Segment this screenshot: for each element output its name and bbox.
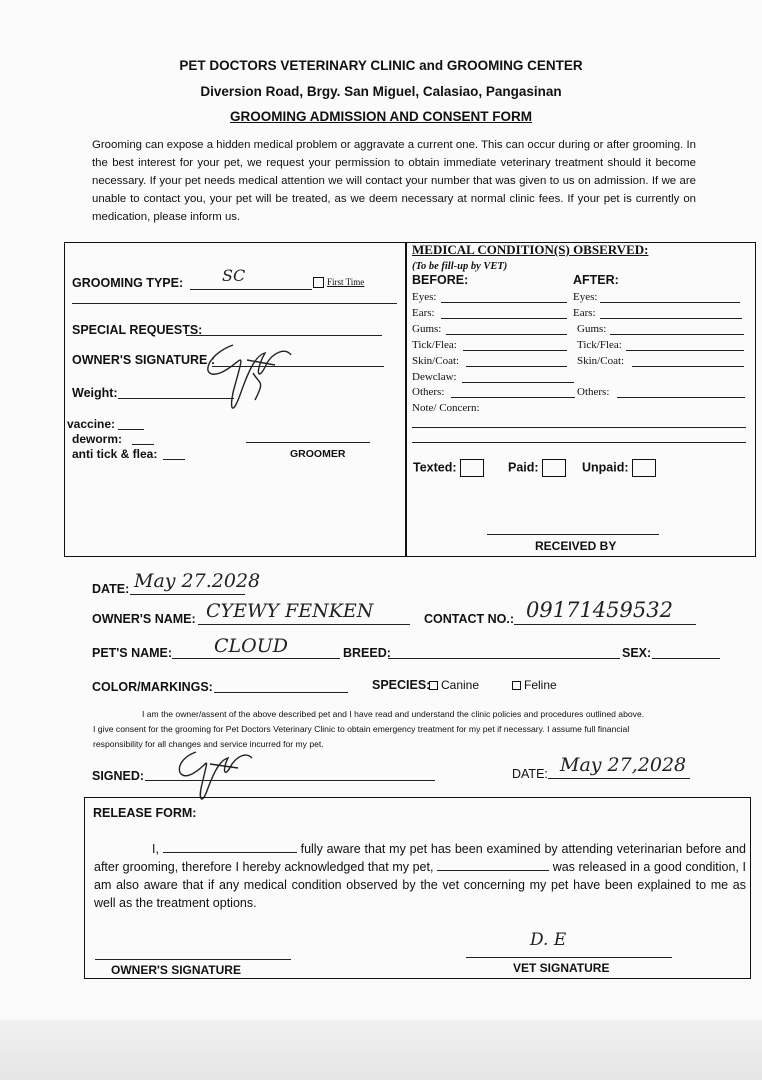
column-divider — [405, 242, 407, 557]
after-tick-label: Tick/Flea: — [577, 339, 622, 351]
sex-label: SEX: — [622, 646, 652, 660]
groomer-label: GROOMER — [290, 448, 346, 460]
deworm-field[interactable] — [132, 444, 154, 445]
texted-option[interactable] — [413, 459, 484, 477]
before-tick-label: Tick/Flea: — [412, 339, 457, 351]
before-dewclaw-label: Dewclaw: — [412, 371, 457, 383]
paid-option[interactable] — [508, 459, 566, 477]
grooming-type-field[interactable] — [190, 289, 312, 290]
owner-signature-label: OWNER'S SIGNATURE : — [72, 353, 216, 367]
date-field[interactable] — [130, 594, 245, 595]
before-eyes-label: Eyes: — [412, 291, 437, 303]
after-eyes-label: Eyes: — [573, 291, 598, 303]
vaccine-label: vaccine: — [67, 417, 116, 431]
release-i-label: I, — [152, 842, 159, 856]
release-text-b: was released in a good condition, I am also aware that if any medical condition observed by the vet concerning my pet have been explained to me as well as the treatment options. — [94, 860, 746, 910]
first-time-checkbox[interactable] — [313, 277, 324, 288]
weight-label: Weight: — [72, 386, 118, 400]
paid-label: Paid: — [508, 460, 539, 475]
groomer-signature-line[interactable] — [246, 442, 370, 443]
contact-field[interactable] — [514, 624, 696, 625]
consent-line-2: I give consent for the grooming for Pet Doctors Veterinary Clinic to obtain emergency treatment for my pet if necessary. I assume full financial — [93, 724, 630, 734]
before-label: BEFORE: — [412, 273, 469, 287]
note-line-2[interactable] — [412, 442, 746, 443]
color-markings-field[interactable] — [214, 692, 348, 693]
before-gums-field[interactable] — [446, 334, 567, 335]
after-label: AFTER: — [573, 273, 619, 287]
unpaid-label: Unpaid: — [582, 460, 629, 475]
anti-tick-label: anti tick & flea: — [72, 447, 158, 461]
before-gums-label: Gums: — [412, 323, 442, 335]
after-ears-field[interactable] — [600, 318, 742, 319]
after-tick-field[interactable] — [626, 350, 744, 351]
owner-name-value: CYEWY FENKEN — [206, 600, 374, 622]
pet-name-field[interactable] — [172, 658, 340, 659]
before-skin-label: Skin/Coat: — [412, 355, 460, 367]
unpaid-option[interactable] — [582, 459, 656, 477]
texted-label: Texted: — [413, 460, 457, 475]
before-tick-field[interactable] — [463, 350, 567, 351]
consent-line-1: I am the owner/assent of the above described pet and I have read and understand the clinic policies and procedures outlined above. — [142, 709, 645, 719]
signed-label: SIGNED: — [92, 769, 145, 783]
medical-title: MEDICAL CONDITION(S) OBSERVED: — [412, 242, 649, 257]
first-time-option[interactable] — [313, 277, 364, 288]
after-others-label: Others: — [577, 386, 610, 398]
texted-checkbox[interactable] — [460, 459, 484, 477]
vaccine-field[interactable] — [118, 429, 144, 430]
consent-date-field[interactable] — [548, 778, 690, 779]
date-value: May 27.2028 — [134, 570, 261, 592]
feline-label: Feline — [524, 678, 557, 692]
vet-initials: D. E — [530, 930, 567, 950]
before-ears-label: Ears: — [412, 307, 435, 319]
received-by-label: RECEIVED BY — [535, 539, 617, 553]
anti-tick-field[interactable] — [163, 459, 185, 460]
after-skin-field[interactable] — [632, 366, 744, 367]
release-pet-name-field[interactable] — [437, 858, 549, 871]
release-paragraph — [94, 840, 746, 912]
before-eyes-field[interactable] — [441, 302, 567, 303]
consent-line-3: responsibility for all changes and service incurred for my pet. — [93, 739, 324, 749]
after-skin-label: Skin/Coat: — [577, 355, 625, 367]
intro-paragraph: Grooming can expose a hidden medical problem or aggravate a current one. This can occur during or after grooming. In the best interest for your pet, we request your permission to obtain immediate veterinary treatment should it become necessary. If your pet needs medical attention we will contact your number that was given to us on admission. If we are unable to contact you, your pet will be treated, as we deem necessary at normal clinic fees. If your pet is currently on medication, please inform us. — [92, 139, 696, 223]
feline-checkbox[interactable] — [512, 681, 521, 690]
release-title: RELEASE FORM: — [93, 806, 197, 820]
clinic-name: PET DOCTORS VETERINARY CLINIC and GROOMING CENTER — [179, 58, 583, 73]
canine-checkbox[interactable] — [429, 681, 438, 690]
first-time-label: First Time — [327, 277, 365, 287]
vet-signature-label: VET SIGNATURE — [513, 961, 610, 975]
sex-field[interactable] — [652, 658, 720, 659]
color-markings-label: COLOR/MARKINGS: — [92, 680, 213, 694]
weight-field[interactable] — [118, 398, 234, 399]
before-skin-field[interactable] — [466, 366, 567, 367]
contact-label: CONTACT NO.: — [424, 612, 515, 626]
release-text-a: fully aware that my pet has been examined by attending veterinarian before and after grooming, therefore I hereby acknowledged that my pet, — [94, 842, 746, 874]
after-gums-label: Gums: — [577, 323, 607, 335]
canine-label: Canine — [441, 678, 480, 692]
before-dewclaw-field[interactable] — [462, 382, 574, 383]
pet-name-label: PET'S NAME: — [92, 646, 173, 660]
release-owner-signature-label: OWNER'S SIGNATURE — [111, 963, 241, 977]
grooming-type-label: GROOMING TYPE: — [72, 276, 184, 290]
species-label: SPECIES: — [372, 678, 431, 692]
consent-date-value: May 27,2028 — [560, 754, 687, 776]
before-others-field[interactable] — [451, 397, 575, 398]
owner-signature-scribble — [195, 325, 325, 425]
after-gums-field[interactable] — [610, 334, 744, 335]
vet-signature-line[interactable] — [466, 957, 672, 958]
breed-field[interactable] — [388, 658, 620, 659]
after-eyes-field[interactable] — [600, 302, 740, 303]
unpaid-checkbox[interactable] — [632, 459, 656, 477]
before-others-label: Others: — [412, 386, 445, 398]
date-label: DATE: — [92, 582, 130, 596]
contact-value: 09171459532 — [526, 598, 673, 622]
form-title: GROOMING ADMISSION AND CONSENT FORM — [230, 109, 532, 124]
deworm-label: deworm: — [72, 432, 123, 446]
pet-name-value: CLOUD — [214, 635, 288, 657]
page-bottom-edge — [0, 1020, 762, 1080]
grooming-type-extra-line[interactable] — [72, 303, 397, 304]
after-ears-label: Ears: — [573, 307, 596, 319]
breed-label: BREED: — [343, 646, 391, 660]
consent-date-label: DATE: — [512, 767, 548, 781]
release-owner-name-field[interactable] — [163, 840, 297, 853]
feline-option[interactable] — [512, 678, 557, 692]
medical-subtitle: (To be fill-up by VET) — [412, 261, 508, 272]
owner-name-field[interactable] — [198, 624, 410, 625]
after-others-field[interactable] — [617, 397, 745, 398]
owner-signature-release-line[interactable] — [95, 959, 291, 960]
paid-checkbox[interactable] — [542, 459, 566, 477]
received-by-line[interactable] — [487, 534, 659, 535]
note-line-1[interactable] — [412, 427, 746, 428]
before-ears-field[interactable] — [441, 318, 567, 319]
special-requests-label: SPECIAL REQUESTS: — [72, 323, 203, 337]
owner-name-label: OWNER'S NAME: — [92, 612, 196, 626]
canine-option[interactable] — [429, 678, 479, 692]
grooming-type-value: SC — [222, 266, 246, 285]
clinic-address: Diversion Road, Brgy. San Miguel, Calasiao, Pangasinan — [200, 84, 562, 99]
note-concern-label: Note/ Concern: — [412, 402, 480, 414]
